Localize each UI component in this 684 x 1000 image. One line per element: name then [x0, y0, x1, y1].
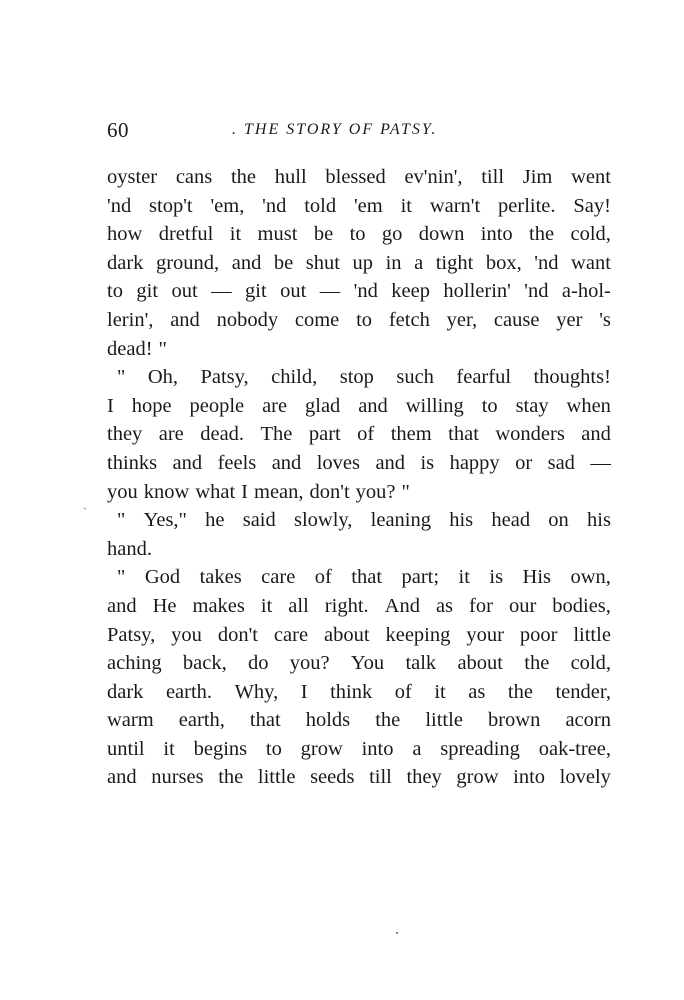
word: tender,	[555, 680, 611, 703]
word: you?	[355, 480, 396, 503]
word: Yes,"	[143, 509, 187, 532]
word: of	[394, 680, 412, 703]
word: care	[261, 566, 296, 589]
word: earth,	[178, 709, 225, 732]
word: fearful	[456, 366, 512, 389]
word: willing	[405, 394, 464, 417]
word: Jim	[522, 166, 553, 188]
word: tight	[435, 251, 474, 274]
word: all	[288, 594, 309, 617]
text-line	[107, 249, 611, 278]
word: hand.	[107, 537, 152, 560]
word: it	[229, 223, 242, 246]
word: feels	[217, 451, 257, 474]
word: cold,	[570, 652, 611, 675]
word: child,	[271, 366, 318, 389]
word: his	[587, 509, 611, 532]
word: out	[171, 280, 198, 303]
word: 'nd	[107, 194, 132, 217]
word: I	[241, 480, 248, 503]
word: to	[349, 223, 366, 246]
word: holds	[305, 709, 351, 732]
word: on	[548, 509, 569, 532]
header-dot: .	[232, 121, 238, 138]
word: and	[172, 451, 203, 474]
word: that	[448, 423, 479, 446]
text-line	[107, 478, 611, 507]
word: git	[136, 280, 159, 303]
word: your	[466, 623, 504, 646]
word: part	[308, 423, 341, 446]
word: the	[524, 652, 550, 675]
word: the	[218, 766, 244, 789]
body-text	[107, 163, 611, 792]
word: And	[384, 594, 420, 617]
word: and	[107, 766, 137, 789]
word: till	[369, 766, 392, 789]
word: till	[481, 166, 505, 188]
word: "	[401, 480, 410, 503]
text-line	[107, 678, 611, 707]
word: the	[375, 709, 401, 732]
word: back,	[182, 652, 227, 675]
text-line	[107, 621, 611, 650]
word: yer	[556, 308, 583, 331]
word: lerin',	[107, 308, 154, 331]
text-line	[107, 392, 611, 421]
word: out	[280, 280, 307, 303]
word: and	[170, 308, 200, 331]
word: begins	[193, 737, 248, 760]
word: He	[152, 594, 177, 617]
word: they	[107, 423, 143, 446]
word: fetch	[388, 308, 430, 331]
word: warm	[107, 709, 154, 732]
word: that	[249, 709, 281, 732]
word: ground,	[155, 251, 220, 274]
word: "	[158, 337, 167, 360]
word: glad	[305, 394, 341, 417]
word: —	[590, 451, 611, 474]
word: dark	[107, 680, 144, 703]
word: think	[330, 680, 373, 703]
word: yer,	[446, 308, 478, 331]
word: seeds	[310, 766, 355, 789]
word: slowly,	[293, 509, 353, 532]
word: as	[468, 680, 486, 703]
word: is	[489, 566, 504, 589]
text-line	[107, 449, 611, 478]
word: lovely	[559, 766, 611, 789]
text-line	[107, 335, 611, 364]
word: stay	[515, 394, 549, 417]
word: they	[406, 766, 442, 789]
word: hope	[131, 394, 172, 417]
word: little	[425, 709, 463, 732]
text-line	[107, 649, 611, 678]
word: about	[323, 623, 370, 646]
word: and	[107, 594, 137, 617]
word: 'nd	[524, 280, 549, 303]
text-line	[107, 706, 611, 735]
word: 'em,	[210, 194, 245, 217]
word: and	[231, 251, 262, 274]
text-line	[107, 506, 611, 535]
word: down	[418, 223, 465, 246]
word: dretful	[158, 223, 214, 246]
word: that	[351, 566, 383, 589]
word: it	[434, 680, 446, 703]
word: 'em	[353, 194, 383, 217]
running-title-text: THE STORY OF PATSY.	[244, 121, 438, 138]
word: part;	[401, 566, 440, 589]
word: The	[260, 423, 293, 446]
word: keep	[391, 280, 430, 303]
word: loves	[316, 451, 361, 474]
word: how	[107, 223, 143, 246]
text-line	[107, 163, 611, 192]
word: stop't	[149, 194, 193, 217]
word: cause	[493, 308, 540, 331]
word: don't	[217, 623, 258, 646]
word: Patsy,	[107, 623, 156, 646]
word: thoughts!	[533, 366, 611, 389]
word: bodies,	[552, 594, 611, 617]
word: and	[375, 451, 406, 474]
running-title	[232, 121, 437, 139]
word: poor	[519, 623, 558, 646]
word: brown	[487, 709, 541, 732]
word: until	[107, 737, 145, 760]
word: it	[163, 737, 175, 760]
word: head	[491, 509, 531, 532]
page-header	[107, 118, 611, 148]
word: for	[469, 594, 493, 617]
word: and	[358, 394, 388, 417]
text-line	[107, 277, 611, 306]
word: oyster	[107, 166, 158, 188]
word: grow	[456, 766, 499, 789]
word: oak-tree,	[538, 737, 611, 760]
text-line	[107, 306, 611, 335]
word: sad	[547, 451, 575, 474]
word: —	[319, 280, 341, 303]
word: is	[420, 451, 435, 474]
word: God	[144, 566, 181, 589]
word: be	[273, 251, 294, 274]
word: or	[515, 451, 533, 474]
word: people	[189, 394, 245, 417]
word: our	[508, 594, 537, 617]
word: happy	[449, 451, 500, 474]
word: a-hol-	[561, 280, 611, 303]
word: the	[230, 166, 257, 188]
word: them	[390, 423, 432, 446]
word: into	[480, 223, 513, 246]
word: must	[257, 223, 298, 246]
word: own,	[570, 566, 611, 589]
word: aching	[107, 652, 162, 675]
word: acorn	[565, 709, 611, 732]
word: hull	[274, 166, 307, 188]
word: ev'nin',	[404, 166, 463, 188]
word: into	[361, 737, 394, 760]
word: Oh,	[147, 366, 179, 389]
word: of	[314, 566, 332, 589]
ink-speck	[396, 932, 398, 934]
word: you?	[289, 652, 330, 675]
word: Why,	[234, 680, 279, 703]
word: git	[245, 280, 267, 303]
word: such	[396, 366, 434, 389]
word: he	[205, 509, 225, 532]
word: Patsy,	[200, 366, 249, 389]
word: it	[260, 594, 273, 617]
word: talk	[405, 652, 437, 675]
word: spreading	[440, 737, 520, 760]
text-line	[107, 763, 611, 792]
word: 'nd	[353, 280, 378, 303]
word: grow	[300, 737, 343, 760]
word: little	[573, 623, 611, 646]
word: you	[107, 480, 138, 503]
word: don't	[309, 480, 350, 503]
word: wonders	[495, 423, 565, 446]
word: cans	[175, 166, 213, 188]
word: in	[385, 251, 402, 274]
word: to	[107, 280, 123, 303]
word: are	[262, 394, 288, 417]
word: dead.	[200, 423, 245, 446]
word: to	[265, 737, 282, 760]
word: about	[457, 652, 503, 675]
word: warn't	[429, 194, 481, 217]
word: know	[143, 480, 190, 503]
word: as	[435, 594, 454, 617]
word: go	[381, 223, 403, 246]
word: care	[273, 623, 309, 646]
word: up	[352, 251, 374, 274]
word: Say!	[573, 194, 611, 217]
text-line	[107, 563, 611, 592]
word: told	[304, 194, 337, 217]
word: makes	[192, 594, 245, 617]
word: stop	[339, 366, 374, 389]
word: earth.	[165, 680, 213, 703]
word: nurses	[151, 766, 204, 789]
word: it	[400, 194, 412, 217]
word: perlite.	[498, 194, 556, 217]
text-line	[107, 192, 611, 221]
word: are	[158, 423, 184, 446]
text-line	[107, 220, 611, 249]
word: 'nd	[262, 194, 287, 217]
word: —	[211, 280, 232, 303]
text-line	[107, 592, 611, 621]
word: the	[507, 680, 533, 703]
word: a	[414, 251, 424, 274]
word: into	[513, 766, 546, 789]
word: come	[294, 308, 340, 331]
word: cold,	[570, 223, 611, 246]
word: what	[195, 480, 236, 503]
word: nobody	[216, 308, 279, 331]
page-number: 60	[107, 118, 129, 142]
word: be	[313, 223, 334, 246]
word: "	[117, 566, 126, 589]
text-line	[107, 535, 611, 564]
word: want	[571, 251, 611, 274]
word: little	[257, 766, 296, 789]
word: to	[481, 394, 498, 417]
word: mean,	[254, 480, 304, 503]
word: said	[242, 509, 276, 532]
word: went	[571, 166, 611, 188]
word: 'nd	[534, 251, 559, 274]
word: it	[458, 566, 470, 589]
word: His	[522, 566, 551, 589]
stray-mark: `	[83, 505, 87, 519]
word: leaning	[370, 509, 431, 532]
word: I	[300, 680, 308, 703]
word: takes	[199, 566, 242, 589]
word: dead!	[107, 337, 153, 360]
word: a	[412, 737, 422, 760]
word: box,	[485, 251, 522, 274]
word: blessed	[325, 166, 386, 188]
word: do	[248, 652, 269, 675]
text-line	[107, 735, 611, 764]
word: shut	[305, 251, 340, 274]
word: keeping	[385, 623, 451, 646]
word: "	[117, 509, 126, 532]
word: his	[449, 509, 474, 532]
text-line	[107, 363, 611, 392]
word: You	[350, 652, 385, 675]
word: to	[356, 308, 373, 331]
word: of	[357, 423, 375, 446]
word: thinks	[107, 451, 158, 474]
word: and	[271, 451, 302, 474]
word: and	[581, 423, 611, 446]
word: 's	[599, 308, 611, 331]
word: right.	[324, 594, 369, 617]
word: I	[107, 394, 114, 417]
word: when	[566, 394, 611, 417]
word: hollerin'	[443, 280, 511, 303]
word: dark	[107, 251, 144, 274]
text-line	[107, 420, 611, 449]
word: you	[171, 623, 202, 646]
word: the	[529, 223, 555, 246]
word: "	[117, 366, 126, 389]
